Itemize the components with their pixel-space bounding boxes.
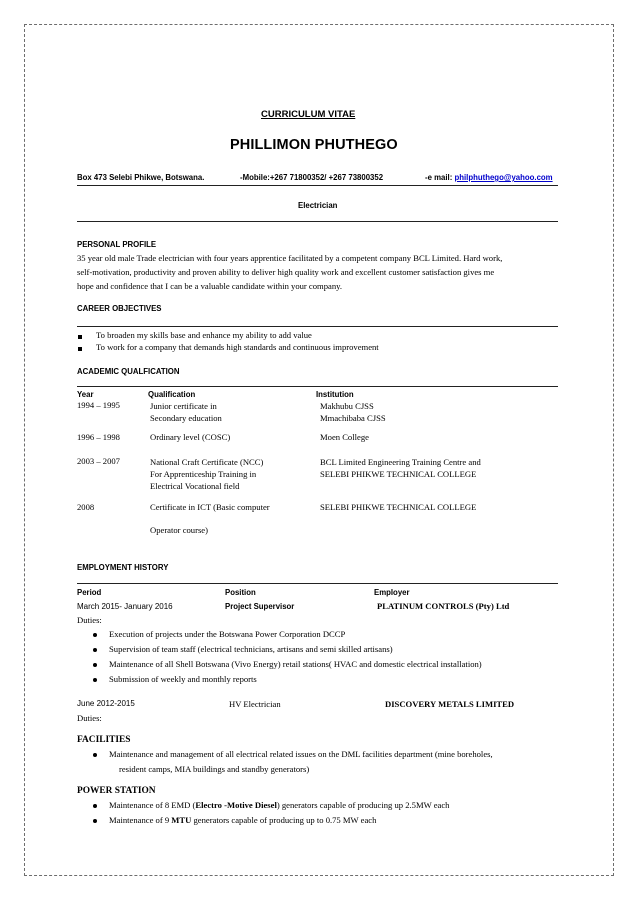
duty-item: Supervision of team staff (electrical technicians, artisans and semi skilled artisans) [109,644,393,654]
bullet-icon [93,663,97,667]
job-employer: DISCOVERY METALS LIMITED [385,699,515,709]
divider [77,326,558,327]
bullet-icon [93,648,97,652]
job-employer: PLATINUM CONTROLS (Pty) Ltd [377,601,510,611]
duties-label: Duties: [77,615,102,625]
contact-email [425,173,553,182]
bullet-icon [93,819,97,823]
divider [77,221,558,222]
bullet-icon [93,804,97,808]
square-bullet-icon [78,335,82,339]
academic-qualification [150,400,222,424]
col-qualification: Qualification [148,390,196,399]
academic-institution: Moen College [320,432,369,442]
job-period: June 2012-2015 [77,699,135,708]
qualification-line: Electrical Vocational field [150,481,240,491]
divider [77,185,558,186]
divider [77,583,558,584]
col-institution: Institution [316,390,354,399]
academic-institution: SELEBI PHIKWE TECHNICAL COLLEGE [320,502,477,512]
objectives-heading: CAREER OBJECTIVES [77,304,162,313]
bullet-icon [93,753,97,757]
col-employer: Employer [374,588,410,597]
academic-year: 1996 – 1998 [77,432,120,442]
profile-heading: PERSONAL PROFILE [77,240,157,249]
email-label: -e mail: [425,173,453,182]
academic-qualification [150,456,263,492]
bullet-icon [93,633,97,637]
contact-mobile: -Mobile:+267 71800352/ +267 73800352 [240,173,384,182]
academic-heading: ACADEMIC QUALFICATION [77,367,180,376]
col-period: Period [77,588,102,597]
qualification-line: National Craft Certificate (NCC) [150,457,264,467]
profession: Electrician [298,201,338,210]
col-position: Position [225,588,256,597]
profile-line: 35 year old male Trade electrician with four years apprentice facilitated by a competent company BCL Limited. Hard work, [77,253,503,263]
job-position: HV Electrician [229,699,281,709]
academic-qualification: Certificate in ICT (Basic computer [150,502,270,512]
text-span: Maintenance of 9 [109,815,172,825]
candidate-name: PHILLIMON PHUTHEGO [230,137,398,153]
facilities-item-continued: resident camps, MIA buildings and standby generators) [119,764,310,774]
qualification-line: Secondary education [150,413,222,423]
bullet-icon [93,678,97,682]
text-span: ) generators capable of producing up 2.5MW each [276,800,450,810]
objective-item: To broaden my skills base and enhance my ability to add value [96,330,312,340]
qualification-line: Junior certificate in [150,401,217,411]
text-span: generators capable of producing up to 0.75 MW each [191,815,377,825]
job-period: March 2015- January 2016 [77,602,173,611]
duty-item: Maintenance of all Shell Botswana (Vivo Energy) retail stations( HVAC and domestic electrical installation) [109,659,482,669]
institution-line: Makhubu CJSS [320,401,374,411]
bold-span: MTU [171,815,192,825]
institution-line: SELEBI PHIKWE TECHNICAL COLLEGE [320,469,477,479]
duties-label: Duties: [77,713,102,723]
profile-line: self-motivation, productivity and proven ability to deliver high quality work and excellent customer satisfaction gives me [77,267,495,278]
institution-line: BCL Limited Engineering Training Centre and [320,457,481,467]
qualification-line: For Apprenticeship Training in [150,469,257,479]
bold-span: Electro -Motive Diesel [195,800,277,810]
objective-item: To work for a company that demands high standards and continuous improvement [96,342,379,352]
academic-qualification: Operator course) [150,525,208,535]
duty-item: Execution of projects under the Botswana Power Corporation DCCP [109,629,346,639]
academic-qualification: Ordinary level (COSC) [150,432,231,442]
profile-text [77,251,558,294]
academic-institution [320,400,386,424]
job-position: Project Supervisor [225,602,295,611]
email-link[interactable]: philphuthego@yahoo.com [454,173,553,182]
power-station-item [109,800,449,810]
employment-heading: EMPLOYMENT HISTORY [77,563,169,572]
cv-title: CURRICULUM VITAE [261,109,356,120]
text-span: Maintenance of 8 EMD ( [109,800,196,810]
power-station-heading: POWER STATION [77,786,156,796]
academic-institution [320,456,481,480]
col-year: Year [77,390,94,399]
facilities-heading: FACILITIES [77,735,131,745]
contact-address: Box 473 Selebi Phikwe, Botswana. [77,173,205,182]
square-bullet-icon [78,347,82,351]
academic-year: 1994 – 1995 [77,400,120,410]
facilities-item: Maintenance and management of all electrical related issues on the DML facilities department (mine boreholes, [109,749,493,759]
academic-year: 2003 – 2007 [77,456,120,466]
profile-line: hope and confidence that I can be a valuable candidate within your company. [77,281,343,292]
institution-line: Mmachibaba CJSS [320,413,386,423]
power-station-item [109,815,376,825]
academic-year: 2008 [77,502,95,512]
divider [77,386,558,387]
duty-item: Submission of weekly and monthly reports [109,674,257,684]
